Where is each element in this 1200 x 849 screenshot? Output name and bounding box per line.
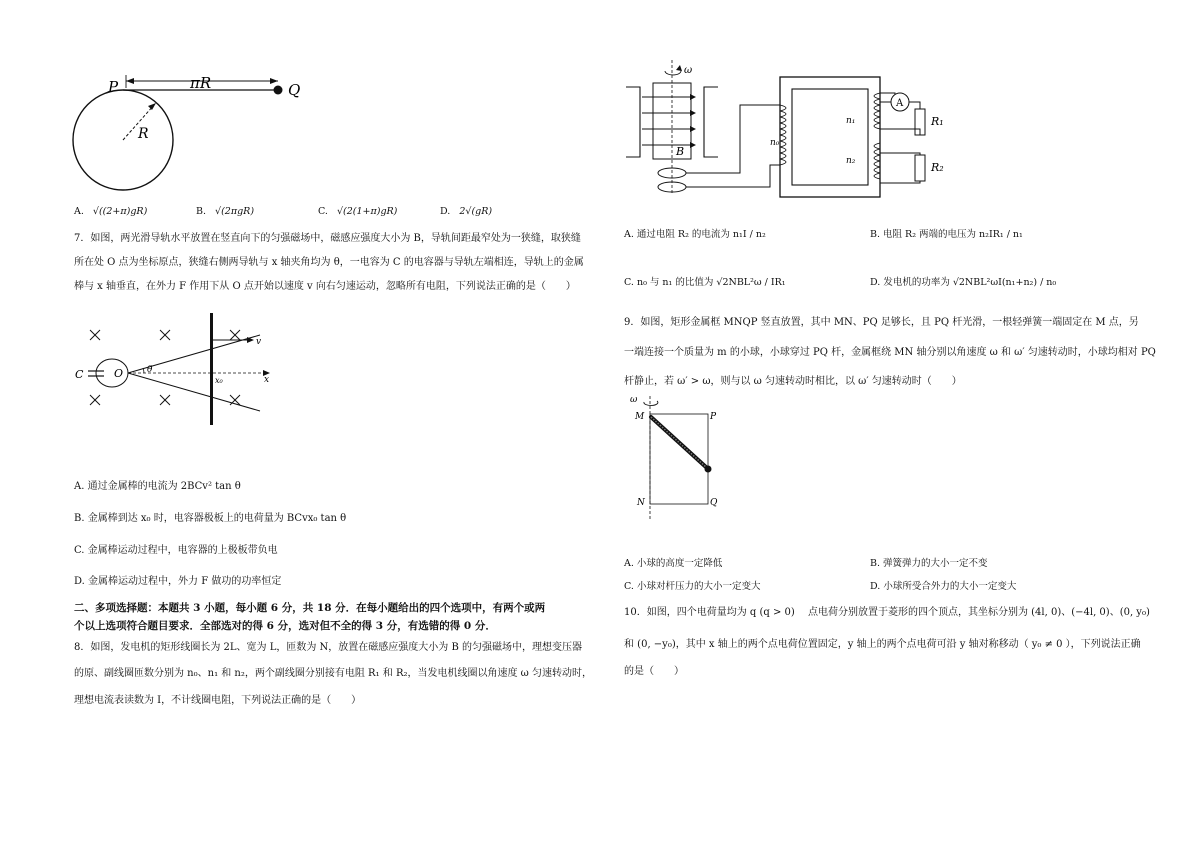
q6-figure bbox=[68, 70, 308, 195]
q7-stem-line-1: 7．如图，两光滑导轨水平放置在竖直向下的匀强磁场中，磁感应强度大小为 B，导轨间距最窄处为一狭缝，取狭缝 bbox=[74, 233, 581, 244]
q7-option-c[interactable]: C. 金属棒运动过程中，电容器的上极板带负电 bbox=[74, 545, 278, 556]
q8-field-lines bbox=[642, 97, 692, 145]
q7-rail-lower bbox=[128, 373, 260, 411]
q9-label-omega: ω bbox=[630, 395, 638, 405]
q8-label-n2: n₂ bbox=[846, 156, 856, 166]
option-expr: √((2+π)gR) bbox=[92, 206, 148, 217]
q9-rotation-arrow bbox=[644, 401, 658, 405]
q8-option-a[interactable]: A. 通过电阻 R₂ 的电流为 n₁I / n₂ bbox=[624, 229, 766, 240]
q8-option-c[interactable]: C. n₀ 与 n₁ 的比值为 √2NBL²ω / IR₁ bbox=[624, 277, 786, 288]
q8-secondary-1-return bbox=[880, 129, 920, 135]
q6-label-q: Q bbox=[288, 81, 301, 99]
q9-label-m: M bbox=[635, 412, 645, 422]
q6-option-d[interactable] bbox=[440, 205, 492, 219]
q8-label-r1: R₁ bbox=[931, 115, 944, 128]
q9-stem-line-3: 杆静止，若 ω′ > ω，则与以 ω 匀速转动时相比，以 ω′ 匀速转动时（ ） bbox=[624, 376, 962, 387]
section2-heading-line-1: 二、多项选择题：本题共 3 小题，每小题 6 分，共 18 分．在每小题给出的四个选项中，有两个或两 bbox=[74, 602, 546, 614]
q7-label-x: x bbox=[264, 375, 270, 385]
q7-label-theta: θ bbox=[147, 365, 153, 375]
q7-figure bbox=[70, 310, 280, 430]
q8-figure bbox=[620, 55, 955, 205]
q8-stem-line-1: 8．如图，发电机的矩形线圈长为 2L、宽为 L，匝数为 N，放置在磁感应强度大小为 B 的匀强磁场中，理想变压器 bbox=[74, 642, 582, 653]
q9-stem-line-1: 9．如图，矩形金属框 MNQP 竖直放置，其中 MN、PQ 足够长，且 PQ 杆光滑，一根轻弹簧一端固定在 M 点，另 bbox=[624, 317, 1139, 328]
q7-field-crosses bbox=[90, 330, 240, 405]
q10-stem-line-1: 10．如图，四个电荷量均为 q (q > 0) 点电荷分别放置于菱形的四个顶点，其坐标分别为 (4l, 0)、(−4l, 0)、(0, y₀) bbox=[624, 607, 1150, 618]
section2-heading-line-2: 个以上选项符合题目要求．全部选对的得 6 分，选对但不全的得 3 分，有选错的得 0 分． bbox=[74, 620, 496, 632]
q8-lead-bottom bbox=[686, 165, 780, 187]
q8-transformer-core-inner bbox=[792, 89, 868, 185]
q8-label-b: B bbox=[676, 145, 685, 158]
q9-label-q: Q bbox=[710, 498, 718, 508]
q10-stem-line-3: 的是（ ） bbox=[624, 666, 684, 677]
q8-stem-line-2: 的原、副线圈匝数分别为 n₀、n₁ 和 n₂，两个副线圈分别接有电阻 R₁ 和 R₂，当发电机线圈以角速度 ω 匀速转动时， bbox=[74, 668, 593, 679]
q9-ball bbox=[705, 466, 712, 473]
option-expr: √(2πgR) bbox=[215, 206, 255, 217]
q6-label-p: P bbox=[108, 78, 119, 96]
option-label: C. bbox=[318, 206, 328, 217]
q6-option-c[interactable] bbox=[318, 205, 397, 219]
q8-label-n0: n₀ bbox=[770, 138, 780, 148]
q7-label-x0: x₀ bbox=[215, 376, 223, 385]
q7-stem-line-3: 棒与 x 轴垂直，在外力 F 作用下从 O 点开始以速度 v 向右匀速运动，忽略所有电阻，下列说法正确的是（ ） bbox=[74, 281, 576, 292]
q7-left-loop bbox=[96, 359, 128, 387]
q8-secondary-2-wire bbox=[880, 153, 920, 155]
q7-stem-line-2: 所在处 O 点为坐标原点，狭缝右侧两导轨与 x 轴夹角均为 θ，一电容为 C 的电容器与导轨左端相连，导轨上的金属 bbox=[74, 257, 584, 268]
q6-option-a[interactable] bbox=[74, 205, 147, 219]
q9-figure bbox=[628, 392, 728, 522]
q6-point-q bbox=[274, 86, 283, 95]
q7-label-o: O bbox=[114, 367, 124, 380]
q9-option-c[interactable]: C. 小球对杆压力的大小一定变大 bbox=[624, 581, 761, 592]
q6-label-r: R bbox=[138, 126, 149, 142]
q8-secondary-2-return bbox=[880, 181, 920, 183]
q6-radius-arrow bbox=[148, 103, 156, 110]
q7-metal-rod bbox=[210, 313, 213, 425]
option-label: A. bbox=[74, 206, 84, 217]
option-expr: 2√(gR) bbox=[459, 206, 493, 217]
q8-option-b[interactable]: B. 电阻 R₂ 两端的电压为 n₂IR₁ / n₁ bbox=[870, 229, 1023, 240]
q6-dim-arrow-left bbox=[126, 78, 134, 84]
q9-label-p: P bbox=[710, 412, 717, 422]
q7-option-d[interactable]: D. 金属棒运动过程中，外力 F 做功的功率恒定 bbox=[74, 576, 282, 587]
q6-label-pir: πR bbox=[190, 74, 212, 92]
q9-option-d[interactable]: D. 小球所受合外力的大小一定变大 bbox=[870, 581, 1017, 592]
q9-stem-line-2: 一端连接一个质量为 m 的小球，小球穿过 PQ 杆，金属框绕 MN 轴分别以角速度 ω 和 ω′ 匀速转动时，小球均相对 PQ bbox=[624, 347, 1156, 358]
q10-stem-line-2: 和 (0, −y₀)，其中 x 轴上的两个点电荷位置固定，y 轴上的两个点电荷可沿 y 轴对称移动（ y₀ ≠ 0 ），下列说法正确 bbox=[624, 639, 1141, 650]
q8-secondary-coils bbox=[874, 93, 880, 179]
q9-option-a[interactable]: A. 小球的高度一定降低 bbox=[624, 558, 723, 569]
q8-primary-coil bbox=[780, 105, 786, 165]
q8-label-r2: R₂ bbox=[931, 161, 944, 174]
q7-option-b[interactable]: B. 金属棒到达 x₀ 时，电容器极板上的电荷量为 BCvx₀ tan θ bbox=[74, 513, 347, 524]
q8-resistor-r2 bbox=[915, 155, 925, 181]
q8-label-ammeter: A bbox=[896, 98, 904, 109]
q8-secondary-1-wire bbox=[909, 102, 920, 109]
q7-label-v: v bbox=[256, 337, 262, 347]
q8-rotation-arrowhead bbox=[676, 65, 682, 71]
q8-stem-line-3: 理想电流表读数为 I，不计线圈电阻，下列说法正确的是（ ） bbox=[74, 695, 362, 706]
q6-dim-arrow-right bbox=[270, 78, 278, 84]
q8-label-omega: ω bbox=[684, 65, 693, 76]
option-expr: √(2(1+π)gR) bbox=[336, 206, 398, 217]
q9-label-n: N bbox=[637, 498, 645, 508]
q7-option-a[interactable]: A. 通过金属棒的电流为 2BCv² tan θ bbox=[74, 481, 241, 492]
q9-option-b[interactable]: B. 弹簧弹力的大小一定不变 bbox=[870, 558, 988, 569]
option-label: B. bbox=[196, 206, 207, 217]
q6-option-b[interactable] bbox=[196, 205, 254, 219]
option-label: D. bbox=[440, 206, 451, 217]
q8-lead-top bbox=[686, 105, 780, 173]
q8-option-d[interactable]: D. 发电机的功率为 √2NBL²ωI(n₁+n₂) / n₀ bbox=[870, 277, 1057, 288]
q7-label-c: C bbox=[75, 368, 84, 381]
q8-label-n1: n₁ bbox=[846, 116, 856, 126]
q8-transformer-core-outer bbox=[780, 77, 880, 197]
